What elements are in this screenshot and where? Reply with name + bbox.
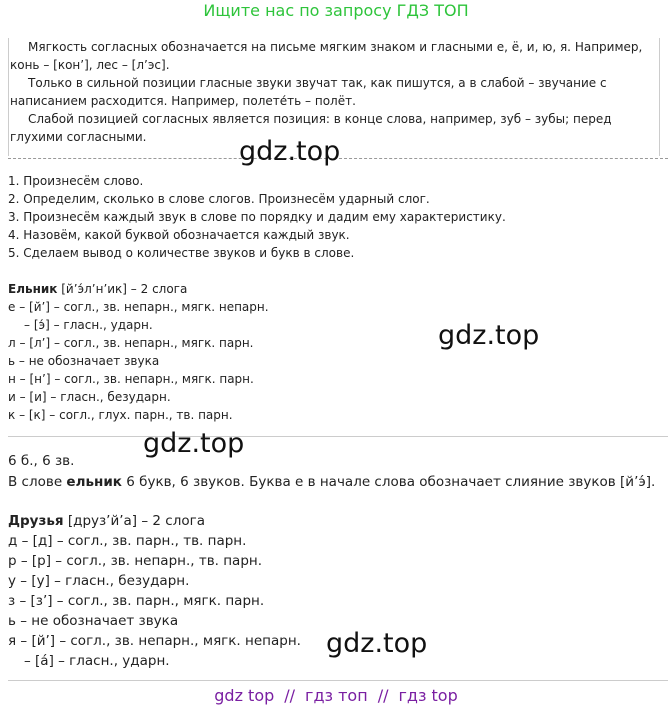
rule-paragraph-1: Мягкость согласных обозначается на письме мягким знаком и гласными е, ё, и, ю, я. Например, конь – [кон’], лес – [л’эс].: [10, 40, 643, 72]
sound-row: ь – не обозначает звука: [8, 613, 179, 629]
search-banner: Ищите нас по запросу ГДЗ ТОП: [203, 1, 469, 20]
analyzed-word: Друзья: [8, 513, 64, 529]
footer-link-gdz-top-mixed[interactable]: гдз top: [398, 686, 458, 705]
word-transcription: [й’э́л’н’ик] – 2 слога: [57, 282, 188, 296]
sound-row: л – [л’] – согл., зв. непарн., мягк. парн.: [8, 336, 254, 350]
watermark: gdz.top: [239, 136, 341, 167]
step-item: 1. Произнесём слово.: [8, 174, 144, 188]
word-heading: [8, 511, 205, 531]
footer-separator: //: [377, 686, 389, 705]
sound-row: д – [д] – согл., зв. парн., тв. парн.: [8, 533, 247, 549]
summary-text: В слове ельник 6 букв, 6 звуков. Буква е в начале слова обозначает слияние звуков [й’э́].: [8, 474, 656, 490]
section-divider: [8, 436, 668, 437]
footer-links: [0, 686, 672, 705]
step-item: 5. Сделаем вывод о количестве звуков и букв в слове.: [8, 246, 355, 260]
sound-row: у – [у] – гласн., безударн.: [8, 573, 190, 589]
watermark: gdz.top: [438, 320, 540, 351]
watermark: gdz.top: [143, 428, 245, 459]
step-item: 2. Определим, сколько в слове слогов. Произнесём ударный слог.: [8, 192, 430, 206]
sound-row: е – [й’] – согл., зв. непарн., мягк. непарн.: [8, 300, 269, 314]
summary-count: 6 б., 6 зв.: [8, 453, 75, 469]
sound-row: н – [н’] – согл., зв. непарн., мягк. парн.: [8, 372, 254, 386]
sound-row: я – [й’] – согл., зв. непарн., мягк. непарн.: [8, 633, 301, 649]
rule-paragraph-2: Только в сильной позиции гласные звуки звучат так, как пишутся, а в слабой – звучание с написанием расходится. Например, полете́ть – полёт.: [10, 76, 607, 108]
sound-row: р – [р] – согл., зв. непарн., тв. парн.: [8, 553, 263, 569]
footer-separator: //: [284, 686, 296, 705]
sound-row: и – [и] – гласн., безударн.: [8, 390, 171, 404]
summary-word: ельник: [66, 474, 122, 490]
word-heading: [8, 280, 187, 298]
footer-link-gdz-top-ru[interactable]: гдз топ: [305, 686, 368, 705]
rule-paragraph-3: Слабой позицией согласных является позиция: в конце слова, например, зуб – зубы; перед глухими согласными.: [10, 112, 612, 144]
sound-row: ь – не обозначает звука: [8, 354, 160, 368]
sound-row: к – [к] – согл., глух. парн., тв. парн.: [8, 408, 233, 422]
sound-row: – [а́] – гласн., ударн.: [24, 653, 170, 669]
watermark: gdz.top: [326, 628, 428, 659]
word-transcription: [друз’й’а] – 2 слога: [63, 513, 205, 529]
analyzed-word: Ельник: [8, 282, 58, 296]
sound-row: з – [з’] – согл., зв. парн., мягк. парн.: [8, 593, 265, 609]
step-item: 3. Произнесём каждый звук в слове по порядку и дадим ему характеристику.: [8, 210, 506, 224]
step-item: 4. Назовём, какой буквой обозначается каждый звук.: [8, 228, 350, 242]
footer-divider: [8, 680, 668, 681]
sound-row: – [э́] – гласн., ударн.: [24, 318, 153, 332]
footer-link-gdz-top[interactable]: gdz top: [214, 686, 275, 705]
